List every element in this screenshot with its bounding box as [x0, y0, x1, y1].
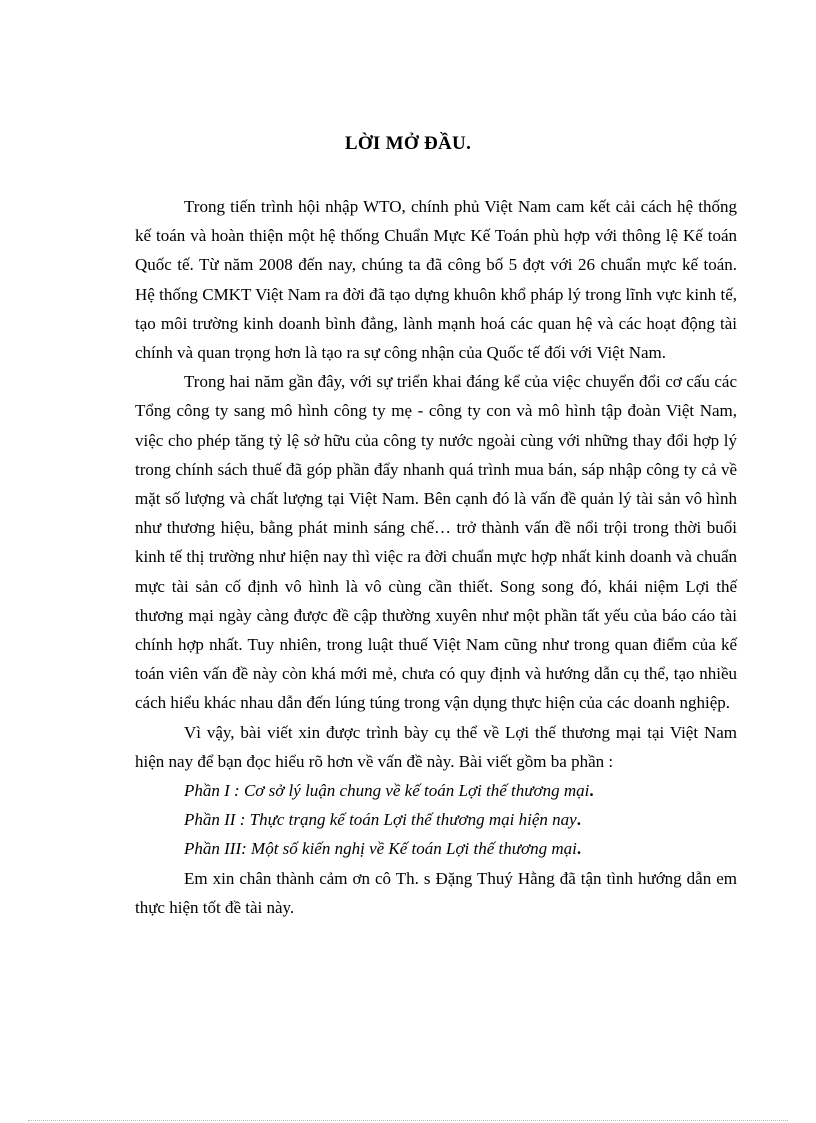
- paragraph-context: Trong hai năm gần đây, với sự triển khai đáng kể của việc chuyển đổi cơ cấu các Tổng công ty sang mô hình công ty mẹ - công ty con và mô hình tập đoàn Việt Nam, việc cho phép tăng tỷ lệ sở hữu của công ty nước ngoài cùng với những thay đổi hợp lý trong chính sách thuế đã góp phần đẩy nhanh quá trình mua bán, sáp nhập công ty cả về mặt số lượng và chất lượng tại Việt Nam. Bên cạnh đó là vấn đề quản lý tài sản vô hình như thương hiệu, bằng phát minh sáng chế… trở thành vấn đề nổi trội trong thời buổi kinh tế thị trường như hiện nay thì việc ra đời chuẩn mực hợp nhất kinh doanh và chuẩn mực tài sản cố định vô hình là vô cùng cần thiết. Song song đó, khái niệm Lợi thế thương mại ngày càng được đề cập thường xuyên như một phần tất yếu của báo cáo tài chính hợp nhất. Tuy nhiên, trong luật thuế Việt Nam cũng như trong quan điểm của kế toán viên vấn đề này còn khá mới mẻ, chưa có quy định và hướng dẫn cụ thể, tạo nhiều cách hiểu khác nhau dẫn đến lúng túng trong vận dụng thực hiện của các doanh nghiệp.: [135, 372, 737, 713]
- part-item-dot: .: [576, 810, 581, 830]
- part-item-label: Phần I : Cơ sở lý luận chung về kế toán Lợi thế thương mại: [184, 781, 590, 801]
- part-item-dot: .: [589, 781, 594, 801]
- paragraph-closing: Em xin chân thành cảm ơn cô Th. s Đặng Thuý Hằng đã tận tình hướng dẫn em thực hiện tốt đề tài này.: [135, 868, 737, 917]
- page-title: LỜI MỞ ĐẦU.: [344, 133, 472, 154]
- paragraph-intro: Trong tiến trình hội nhập WTO, chính phủ Việt Nam cam kết cải cách hệ thống kế toán và hoàn thiện một hệ thống Chuẩn Mực Kế Toán phù hợp với thông lệ Kế toán Quốc tế. Từ năm 2008 đến nay, chúng ta đã công bố 5 đợt với 26 chuẩn mực kế toán. Hệ thống CMKT Việt Nam ra đời đã tạo dựng khuôn khổ pháp lý trong lĩnh vực kinh tế, tạo môi trường kinh doanh bình đẳng, lành mạnh hoá các quan hệ và các hoạt động tài chính và quan trọng hơn là tạo ra sự công nhận của Quốc tế đối với Việt Nam.: [135, 197, 737, 363]
- page-bottom-divider: [28, 1120, 788, 1121]
- part-item-label: Phần III: Một số kiến nghị về Kế toán Lợi thế thương mại: [184, 839, 577, 859]
- part-item-3: [135, 834, 737, 863]
- part-item-2: [135, 805, 737, 834]
- part-item-dot: .: [576, 839, 582, 859]
- paragraph-outline: Vì vậy, bài viết xin được trình bày cụ thể về Lợi thế thương mại tại Việt Nam hiện nay để bạn đọc hiểu rõ hơn về vấn đề này. Bài viết gồm ba phần :: [135, 722, 737, 771]
- part-item-1: [135, 776, 737, 805]
- part-item-label: Phần II : Thực trạng kế toán Lợi thế thương mại hiện nay: [184, 810, 577, 830]
- document-body: [135, 192, 737, 922]
